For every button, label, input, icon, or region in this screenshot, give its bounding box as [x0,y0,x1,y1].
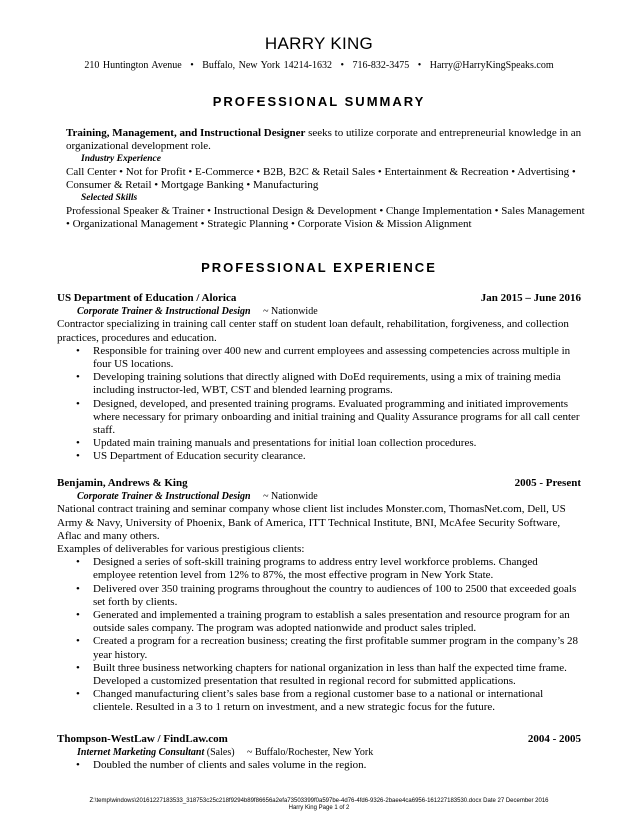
bullet-separator: • [340,60,345,71]
bullet-separator: • [417,60,422,71]
list-item: • Designed a series of soft-skill training programs to address entry level workforce problems. Changed employee retention level from 12% to 87%, the most effective program in New York State. [93,556,581,582]
job-role [77,746,581,759]
industry-label: Industry Experience [81,154,161,164]
list-item: • Updated main training manuals and presentations for initial loan collection procedures. [93,437,581,450]
job-role [77,490,581,503]
phone: 716-832-3475 [352,60,410,71]
summary-intro-text: seeks to utilize corporate and entrepreneurial knowledge in an organizational development role. [66,127,582,152]
list-item: • Generated and implemented a training program to establish a sales presentation and resource program for an outside sales company. The program was adopted nationwide and product sales tripled. [93,609,581,635]
skills-label: Selected Skills [81,193,138,203]
list-item: • US Department of Education security clearance. [93,450,581,463]
summary-section [66,127,586,231]
job-location: ~ Nationwide [263,306,318,318]
job-header [57,733,581,746]
job-entry [57,292,581,464]
job-location: ~ Buffalo/Rochester, New York [247,747,374,759]
job-intro: National contract training and seminar company whose client list includes Monster.com, ThomasNet.com, Dell, US Army & Navy, University of Phoenix, Bank of America, ITT Technical Institute, BNI, McAfee Security Software, Aflac and many others. [57,503,566,542]
job-intro-secondary: Examples of deliverables for various prestigious clients: [57,543,305,556]
job-bullets [57,556,581,714]
job-entry [57,477,581,715]
experience-heading: PROFESSIONAL EXPERIENCE [201,260,437,275]
job-header [57,292,581,305]
list-item: • Developing training solutions that directly aligned with DoEd requirements, using a mix of training media including instructor-led, WBT, CST and blended learning programs. [93,371,581,397]
job-intro: Contractor specializing in training call center staff on student loan default, rehabilitation, forgiveness, and collection practices, procedures and education. [57,318,569,344]
email: Harry@HarryKingSpeaks.com [429,60,554,71]
skills-text: Professional Speaker & Trainer • Instructional Design & Development • Change Implementation • Sales Management • Organizational Management • Strategic Planning • Corporate Vision & Mission Alignment [66,205,585,230]
footer-path: Z:\temp\windows\20161227183533_318753c25c218f9294b89f86656a2efa73503399f0a597be-4d76-4fd6-9326-2baee4ca6956-161227183530.docx Date 27 December 2016 [89,798,549,804]
summary-heading: PROFESSIONAL SUMMARY [212,94,426,109]
summary-intro-bold: Training, Management, and Instructional Designer [66,127,306,139]
list-item: • Delivered over 350 training programs throughout the country to audiences of 100 to 2500 that exceeded goals set forth by clients. [93,583,581,609]
contact-line [0,60,638,71]
job-title: Internet Marketing Consultant [77,747,205,759]
bullet-separator: • [190,60,194,71]
employer: US Department of Education / Alorica [57,292,237,304]
job-title: Corporate Trainer & Instructional Design [77,491,251,503]
address: 210 Huntington Avenue [84,60,182,71]
job-bullets [57,759,581,772]
job-role [77,305,581,318]
job-title: Corporate Trainer & Instructional Design [77,306,251,318]
footer-page-number: Harry King Page 1 of 2 [288,805,350,811]
job-location: ~ Nationwide [263,491,318,503]
job-header [57,477,581,490]
summary-intro [66,127,586,153]
list-item: • Created a program for a recreation business; creating the first profitable summer program in the company’s 28 year history. [93,635,581,661]
list-item: • Built three business networking chapters for national organization in less than half the expected time frame. Developed a customized presentation that resulted in regional record for submitted applications. [93,662,581,688]
employer: Thompson-WestLaw / FindLaw.com [57,733,228,745]
list-item: • Designed, developed, and presented training programs. Evaluated programming and initiated improvements where necessary for primary onboarding and initial training and Quality Assurance programs for all call center staff. [93,398,581,438]
candidate-name: HARRY KING [264,34,374,53]
employer: Benjamin, Andrews & King [57,477,188,489]
job-entry [57,733,581,773]
job-dates: 2005 - Present [514,477,581,489]
page-footer [0,798,638,812]
city: Buffalo, New York 14214-1632 [202,60,333,71]
job-dates: Jan 2015 – June 2016 [480,292,581,304]
list-item: • Responsible for training over 400 new and current employees and assessing competencies across multiple in four US locations. [93,345,581,371]
list-item: • Changed manufacturing client’s sales base from a regional customer base to a national or international clientele. Resulted in a 3 to 1 return on investment, and a new strategic focus for the future. [93,688,581,714]
job-dates: 2004 - 2005 [527,733,581,745]
job-bullets [57,345,581,464]
industry-text: Call Center • Not for Profit • E-Commerce • B2B, B2C & Retail Sales • Entertainment & Recreation • Advertising • Consumer & Retail • Mortgage Banking • Manufacturing [66,166,576,191]
list-item: • Doubled the number of clients and sales volume in the region. [93,759,581,772]
job-title-suffix: (Sales) [204,747,235,759]
